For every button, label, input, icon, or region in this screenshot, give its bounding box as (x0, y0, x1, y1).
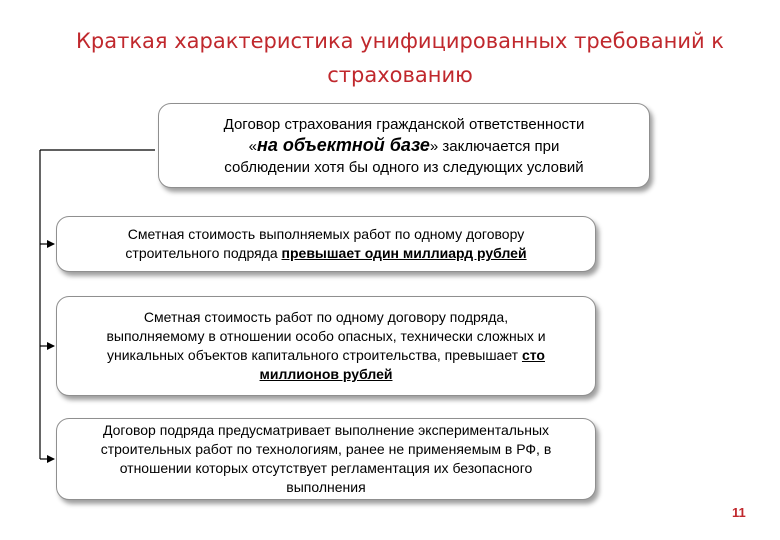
condition-3-line-4: выполнения (286, 479, 366, 495)
slide-title-line-1: Краткая характеристика унифицированных требований к (76, 29, 724, 53)
condition-2-line-2: выполняемому в отношении особо опасных, технически сложных и (106, 328, 546, 344)
slide-title-line-2: страхованию (327, 63, 473, 87)
condition-1-prefix: строительного подряда (125, 245, 282, 261)
main-box-line-3: соблюдении хотя бы одного из следующих условий (224, 158, 584, 176)
main-box-open-quote: « (248, 137, 257, 155)
condition-3-line-1: Договор подряда предусматривает выполнение экспериментальных (102, 422, 550, 438)
page-number: 11 (732, 505, 746, 520)
main-contract-box (158, 103, 650, 188)
condition-3-line-2: строительных работ по технологиям, ранее не применяемым в РФ, в (100, 441, 552, 457)
main-box-line-2 (249, 135, 560, 157)
condition-3-line-3: отношении которых отсутствует регламентация их безопасного (119, 460, 533, 476)
main-box-emphasis: на объектной базе (256, 134, 430, 155)
condition-2-emphasis-b: миллионов рублей (259, 366, 393, 382)
condition-1-line-1: Сметная стоимость выполняемых работ по одному договору (127, 226, 525, 242)
condition-2-line-1: Сметная стоимость работ по одному договору подряда, (143, 309, 509, 325)
condition-box-3 (56, 418, 596, 500)
main-box-line-1: Договор страхования гражданской ответственности (223, 115, 585, 133)
main-box-line-2-end: » заключается при (429, 137, 560, 155)
condition-1-emphasis: превышает один миллиард рублей (281, 245, 527, 261)
condition-box-2 (56, 296, 596, 396)
condition-2-emphasis-a: сто (521, 347, 545, 363)
condition-2-prefix: уникальных объектов капитального строительства, превышает (107, 347, 522, 363)
condition-box-1 (56, 216, 596, 272)
condition-1-line-2 (125, 244, 526, 263)
condition-2-line-3 (107, 346, 545, 365)
